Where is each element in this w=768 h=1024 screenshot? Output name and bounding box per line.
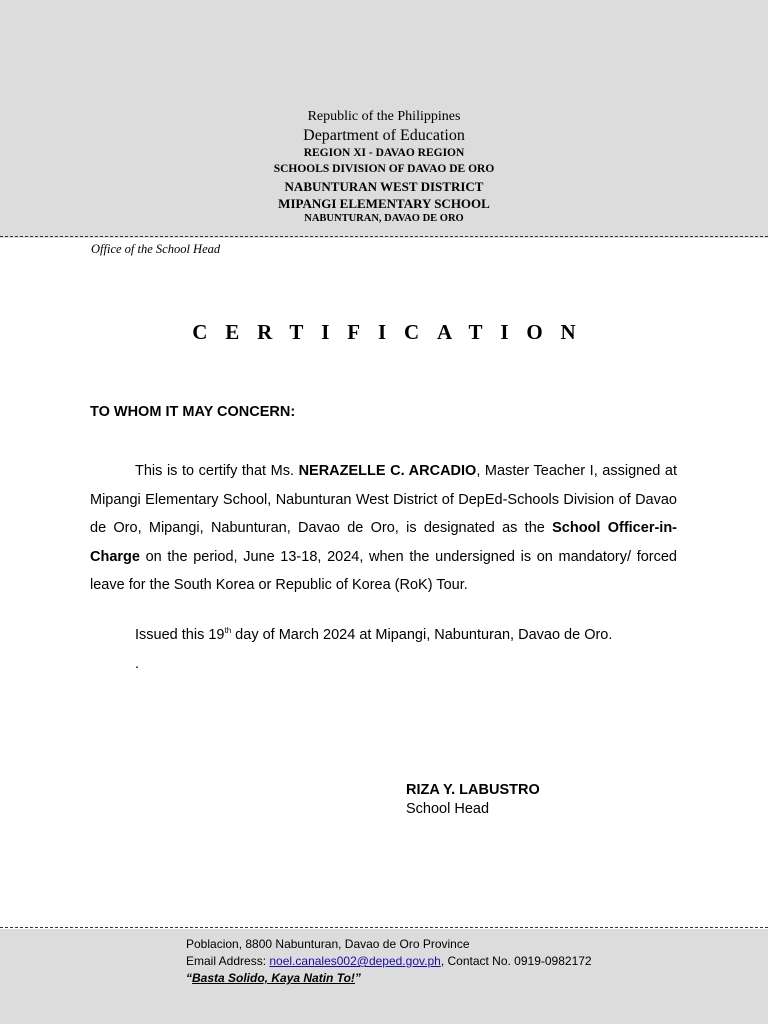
footer-address: Poblacion, 8800 Nabunturan, Davao de Oro Province: [186, 937, 470, 951]
issued-rest: day of March 2024 at Mipangi, Nabunturan, Davao de Oro.: [231, 627, 613, 643]
stray-period: .: [135, 656, 140, 672]
letterhead-region: REGION XI - DAVAO REGION: [303, 147, 465, 159]
document-title: CERTIFICATION: [192, 320, 594, 344]
letterhead-republic: Republic of the Philippines: [307, 109, 461, 124]
teacher-name: NERAZELLE C. ARCADIO: [298, 463, 477, 479]
issued-prefix: Issued this 19: [135, 627, 225, 643]
contact-number: , Contact No. 0919-0982172: [440, 954, 592, 968]
body-text-2: , Master Teacher I, assigned at Mipangi Elementary School, Nabunturan West District of DepEd-Schools Division of Davao de Oro, Mipangi, Nabunturan, Davao de Oro, is designated as the: [90, 463, 678, 536]
issued-line: [135, 627, 612, 643]
body-text-1: This is to certify that Ms.: [135, 463, 299, 479]
email-link[interactable]: noel.canales002@deped.gov.ph: [269, 954, 441, 968]
footer-contact-line: [186, 954, 592, 968]
letterhead-address: NABUNTURAN, DAVAO DE ORO: [304, 213, 464, 224]
office-label: Office of the School Head: [91, 242, 221, 256]
motto-close-quote: ”: [354, 971, 361, 985]
letterhead-district: NABUNTURAN WEST DISTRICT: [284, 179, 484, 194]
designated-role: School Officer-in-Charge: [90, 520, 677, 565]
email-label: Email Address:: [186, 954, 270, 968]
letterhead-division: SCHOOLS DIVISION OF DAVAO DE ORO: [273, 163, 495, 175]
ordinal-suffix: th: [224, 626, 232, 636]
letterhead-school: MIPANGI ELEMENTARY SCHOOL: [278, 196, 490, 211]
header-divider: [0, 236, 768, 237]
motto-open-quote: “: [186, 971, 192, 985]
certification-body: [90, 457, 677, 600]
footer-motto: [186, 971, 361, 985]
signatory-title: School Head: [406, 801, 490, 817]
signatory-name: RIZA Y. LABUSTRO: [406, 782, 540, 798]
letterhead-department: Department of Education: [303, 127, 465, 144]
motto-text: Basta Solido, Kaya Natin To!: [192, 971, 355, 985]
footer-divider: [0, 927, 768, 928]
body-text-3: on the period, June 13-18, 2024, when the undersigned is on mandatory/ forced leave for the South Korea or Republic of Korea (RoK) Tour.: [90, 548, 677, 593]
salutation: TO WHOM IT MAY CONCERN:: [90, 404, 296, 420]
